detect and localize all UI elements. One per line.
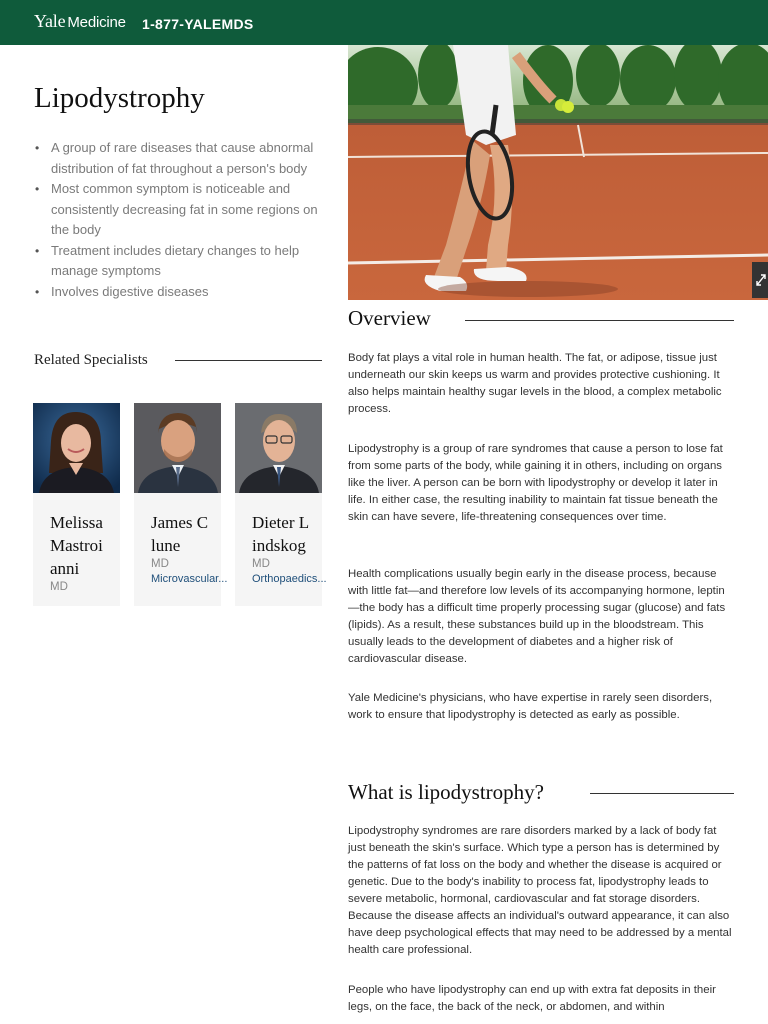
what-is-paragraph: People who have lipodystrophy can end up with extra fat deposits in their legs, on the face, the back of the neck, or abdomen, and within	[348, 984, 716, 1013]
specialist-card[interactable]	[134, 403, 228, 606]
logo-medicine-text: Medicine	[67, 14, 126, 31]
fact-item: • A group of rare diseases that cause abnormal distribution of fat throughout a person's body	[34, 138, 324, 179]
site-header	[0, 0, 768, 45]
overview-paragraph: Yale Medicine's physicians, who have expertise in rarely seen disorders, work to ensure that lipodystrophy is detected as early as possible.	[348, 692, 713, 721]
overview-heading: Overview	[348, 306, 431, 330]
specialist-name[interactable]	[151, 511, 228, 587]
specialist-credential: MD	[252, 558, 270, 570]
overview-paragraph: Health complications usually begin early in the disease process, because with little fat—and therefore low levels of its accompanying hormone, leptin—the body has a difficult time properly processing sugar (glucose) and fats (lipids). As a result, these substances build up in the bloodstream. This usually leads to the development of diabetes and a higher risk of cardiovascular disease.	[348, 568, 726, 665]
specialist-photo[interactable]	[33, 403, 120, 493]
specialist-specialty[interactable]: Orthopaedics...	[252, 573, 327, 585]
specialist-name[interactable]	[50, 511, 110, 595]
specialist-photo[interactable]	[134, 403, 221, 493]
what-is-paragraph: Lipodystrophy syndromes are rare disorders marked by a lack of body fat just beneath the skin's surface. Which type a person has is determined by the patterns of fat loss on the body and whether the disease is acquired or genetic. Due to the body's inability to process fat, lipodystrophy leads to severe metabolic, hormonal, cardiovascular and fat storage disorders. Because the disease affects an individual's outward appearance, it can also have deep psychological effects that may need to be addressed by a mental health care professional.	[348, 825, 732, 956]
specialist-credential: MD	[50, 581, 68, 593]
related-specialists-heading: Related Specialists	[34, 352, 148, 368]
heading-divider	[465, 320, 734, 321]
page-title: Lipodystrophy	[34, 82, 205, 114]
fact-item: • Treatment includes dietary changes to help manage symptoms	[34, 241, 324, 282]
specialist-specialty[interactable]: Microvascular...	[151, 573, 228, 585]
yale-medicine-logo[interactable]	[34, 11, 126, 32]
heading-divider	[175, 360, 322, 361]
specialist-name-text: Dieter Lindskog	[252, 513, 310, 555]
fact-item: • Involves digestive diseases	[34, 282, 324, 303]
expand-image-button[interactable]	[752, 262, 768, 298]
overview-paragraph: Body fat plays a vital role in human health. The fat, or adipose, tissue just underneath our skin keeps us warm and provides protective cushioning. It also helps maintain healthy sugar levels in the blood, a complex metabolic process.	[348, 352, 722, 415]
hero-image	[348, 45, 768, 300]
specialist-name-text: James Clune	[151, 513, 209, 555]
overview-paragraph: Lipodystrophy is a group of rare syndromes that cause a person to lose fat from some parts of the body, while gaining it in others, including on organs like the liver. A person can be born with lipodystrophy or develop it later in life. In either case, the resulting inability to maintain fat tissue beneath the skin can have severe, life-threatening consequences over time.	[348, 443, 723, 523]
phone-number-link[interactable]: 1-877-YALEMDS	[142, 16, 254, 32]
specialist-photo[interactable]	[235, 403, 322, 493]
heading-divider	[590, 793, 734, 794]
specialist-name-text: Melissa Mastroianni	[50, 513, 103, 578]
specialist-card[interactable]	[33, 403, 120, 606]
fact-item: • Most common symptom is noticeable and consistently decreasing fat in some regions on the body	[34, 179, 324, 241]
specialist-name[interactable]	[252, 511, 327, 587]
logo-yale-text: Yale	[34, 11, 66, 31]
specialist-card[interactable]	[235, 403, 327, 606]
key-facts-list	[34, 138, 324, 302]
expand-icon	[756, 274, 766, 286]
specialist-credential: MD	[151, 558, 169, 570]
what-is-heading: What is lipodystrophy?	[348, 780, 544, 804]
